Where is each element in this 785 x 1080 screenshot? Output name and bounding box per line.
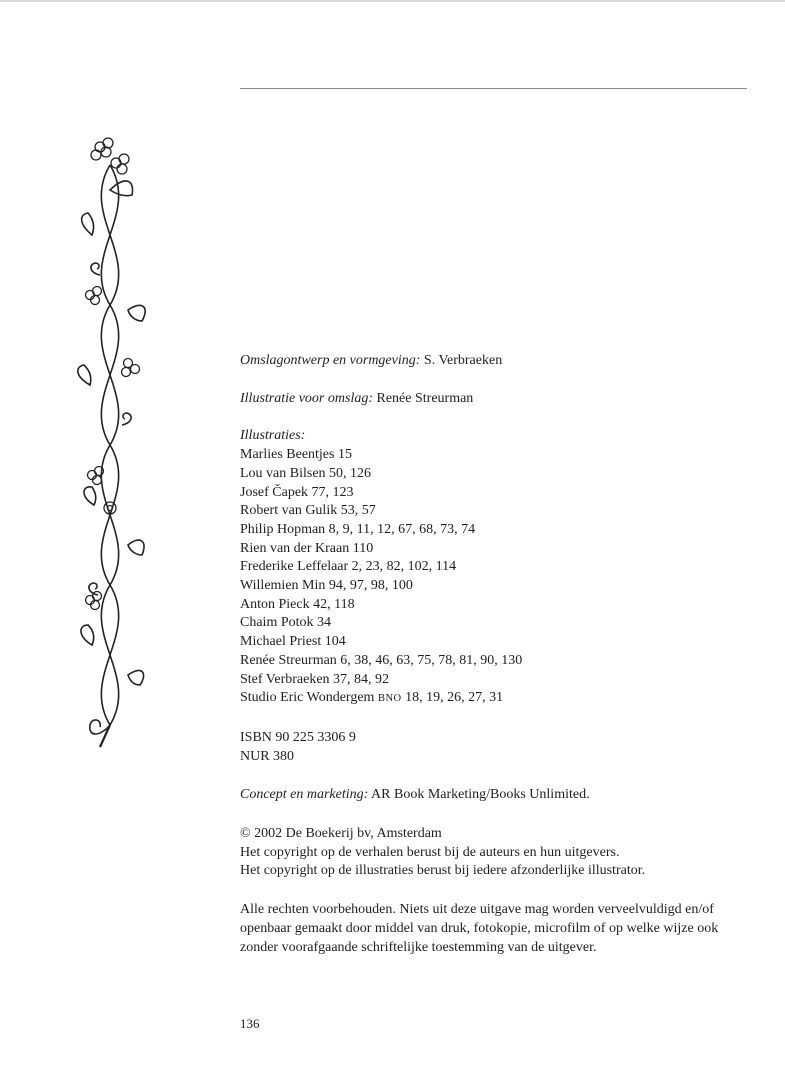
illustrator-name: Chaim Potok (240, 615, 314, 631)
illustrator-pages: 42, 118 (313, 596, 355, 612)
illustrator-pages: 50, 126 (329, 465, 372, 481)
copyright-line-3: Het copyright op de illustraties berust bij iedere afzonderlijke illustrator. (240, 863, 646, 879)
concept-value: AR Book Marketing/Books Unlimited. (371, 787, 590, 803)
cover-design-label: Omslagontwerp en vormgeving: (240, 353, 421, 368)
illustrator-name: Willemien Min (240, 578, 326, 594)
rights-line: openbaar gemaakt door middel van druk, fotokopie, microfilm of op welke wijze ook (240, 920, 719, 936)
copyright-line-1: © 2002 De Boekerij bv, Amsterdam (240, 826, 442, 842)
illustrator-line (240, 540, 760, 559)
illustrator-pages: 18, 19, 26, 27, 31 (405, 690, 504, 706)
top-rule (240, 88, 747, 89)
illustrator-line (240, 521, 760, 540)
illustrator-suffix: BNO (377, 693, 402, 705)
colophon (240, 352, 760, 957)
illustrator-line (240, 689, 760, 709)
illustrator-line (240, 577, 760, 596)
illustrator-name: Renée Streurman (240, 652, 337, 668)
cover-illustration-value: Renée Streurman (376, 390, 474, 406)
cover-design-value: S. Verbraeken (423, 353, 503, 368)
illustrator-line (240, 502, 760, 521)
illustrator-name: Michael Priest (240, 634, 322, 650)
illustrator-pages: 94, 97, 98, 100 (328, 578, 413, 594)
cover-illustration-line (240, 390, 760, 409)
illustrator-name: Marlies Beentjes (240, 447, 335, 463)
illustrator-name: Frederike Leffelaar (240, 559, 349, 575)
illustrator-name: Robert van Gulik (240, 503, 338, 519)
rights-line: Alle rechten voorbehouden. Niets uit deze uitgave mag worden verveelvuldigd en/of (240, 902, 714, 918)
concept-label: Concept en marketing: (240, 787, 369, 803)
illustrator-name: Philip Hopman (240, 521, 326, 537)
page-number: 136 (240, 1016, 260, 1031)
illustrator-name: Stef Verbraeken (240, 671, 330, 687)
illustrator-line (240, 614, 760, 633)
illustrator-line (240, 671, 760, 690)
illustrations-heading-text: Illustraties: (240, 428, 306, 444)
nur: NUR 380 (240, 748, 295, 764)
copyright-line-2: Het copyright op de verhalen berust bij de auteurs en hun uitgevers. (240, 844, 620, 860)
illustrator-pages: 2, 23, 82, 102, 114 (351, 559, 457, 575)
illustrator-line (240, 633, 760, 652)
illustrator-line (240, 465, 760, 484)
cover-illustration-label: Illustratie voor omslag: (240, 390, 373, 406)
page-edge (0, 0, 785, 2)
illustrator-name: Lou van Bilsen (240, 465, 326, 481)
illustrator-name: Studio Eric Wondergem (240, 690, 375, 706)
illustrator-line (240, 446, 760, 465)
floral-vine-ornament (70, 125, 150, 755)
illustrator-line (240, 558, 760, 577)
illustrator-pages: 8, 9, 11, 12, 67, 68, 73, 74 (328, 521, 476, 537)
illustrator-pages: 34 (317, 615, 332, 631)
illustrator-pages: 53, 57 (340, 503, 376, 519)
isbn: ISBN 90 225 3306 9 (240, 729, 356, 745)
illustrations-heading (240, 427, 760, 446)
illustrator-pages: 37, 84, 92 (333, 671, 390, 687)
illustrator-name: Anton Pieck (240, 596, 310, 612)
illustrator-pages: 77, 123 (311, 484, 354, 500)
cover-design-line (240, 352, 760, 371)
illustrator-line (240, 484, 760, 503)
illustrator-pages: 15 (337, 447, 352, 463)
illustrator-pages: 6, 38, 46, 63, 75, 78, 81, 90, 130 (340, 652, 523, 668)
concept-line (240, 786, 760, 805)
illustrator-pages: 104 (324, 634, 346, 650)
illustrator-name: Rien van der Kraan (240, 540, 350, 556)
illustrator-line (240, 652, 760, 671)
illustrator-line (240, 596, 760, 615)
illustrator-pages: 110 (352, 540, 374, 556)
rights-line: zonder voorafgaande schriftelijke toestemming van de uitgever. (240, 939, 597, 955)
illustrator-name: Josef Čapek (240, 484, 309, 500)
